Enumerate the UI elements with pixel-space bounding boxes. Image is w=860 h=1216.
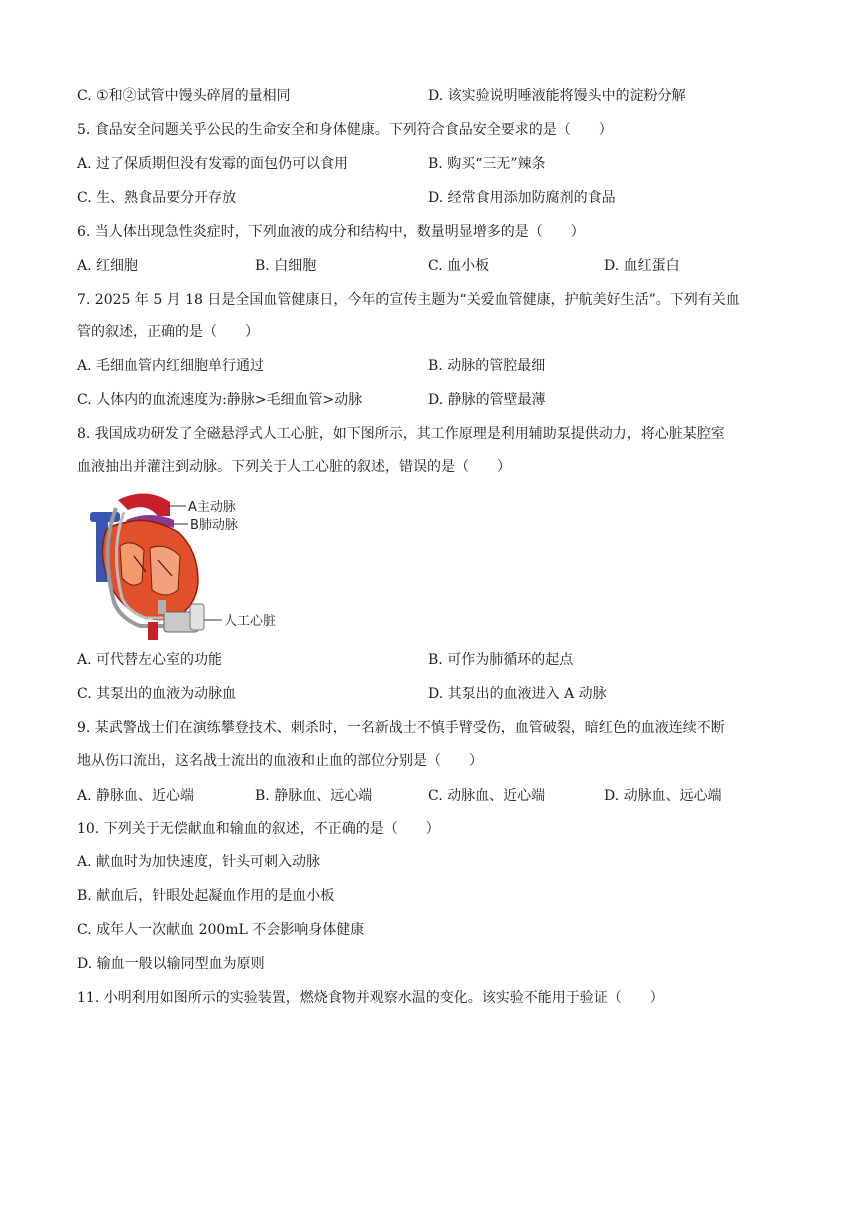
q6-option-d: D. 血红蛋白: [604, 258, 680, 274]
label-aorta: A主动脉: [188, 500, 236, 515]
q7-stem-line1: 7. 2025 年 5 月 18 日是全国血管健康日，今年的宣传主题为“关爱血管健康，护航美好生活”。下列有关血: [77, 292, 740, 308]
q10-option-a: A. 献血时为加快速度，针头可刺入动脉: [77, 854, 321, 870]
q9-stem-line2: 地从伤口流出，这名战士流出的血液和止血的部位分别是（ ）: [77, 753, 483, 769]
q8-option-b: B. 可作为肺循环的起点: [428, 652, 574, 668]
q5-option-a: A. 过了保质期但没有发霉的面包仍可以食用: [77, 156, 349, 172]
q7-option-a: A. 毛细血管内红细胞单行通过: [77, 358, 265, 374]
aorta-arch-shape: [118, 493, 170, 516]
q7-stem-line2: 管的叙述，正确的是（ ）: [77, 324, 259, 340]
q10-option-b: B. 献血后，针眼处起凝血作用的是血小板: [77, 888, 335, 904]
q10-stem: 10. 下列关于无偿献血和输血的叙述，不正确的是（ ）: [77, 821, 440, 837]
label-pulmonary-artery: B肺动脉: [190, 518, 238, 533]
q5-stem: 5. 食品安全问题关乎公民的生命安全和身体健康。下列符合食品安全要求的是（ ）: [77, 122, 613, 138]
q4-option-d: D. 该实验说明唾液能将馒头中的淀粉分解: [428, 88, 686, 104]
q9-option-a: A. 静脉血、近心端: [77, 788, 195, 804]
q5-option-c: C. 生、熟食品要分开存放: [77, 190, 237, 206]
q9-option-c: C. 动脉血、近心端: [428, 788, 546, 804]
pump-connector-shape: [158, 600, 166, 614]
q8-option-d: D. 其泵出的血液进入 A 动脉: [428, 686, 607, 702]
q9-stem-line1: 9. 某武警战士们在演练攀登技术、刺杀时，一名新战士不慎手臂受伤，血管破裂，暗红色的血液连续不断: [77, 720, 725, 736]
q6-option-c: C. 血小板: [428, 258, 490, 274]
artificial-heart-figure: [88, 490, 288, 640]
q4-option-c: C. ①和②试管中馒头碎屑的量相同: [77, 88, 291, 104]
q5-option-d: D. 经常食用添加防腐剂的食品: [428, 190, 616, 206]
q5-option-b: B. 购买“三无”辣条: [428, 156, 546, 172]
q8-option-a: A. 可代替左心室的功能: [77, 652, 223, 668]
q6-option-b: B. 白细胞: [255, 258, 317, 274]
q6-stem: 6. 当人体出现急性炎症时，下列血液的成分和结构中，数量明显增多的是（ ）: [77, 224, 585, 240]
q7-option-b: B. 动脉的管腔最细: [428, 358, 546, 374]
q10-option-d: D. 输血一般以输同型血为原则: [77, 956, 265, 972]
q7-option-d: D. 静脉的管壁最薄: [428, 392, 546, 408]
q7-option-c: C. 人体内的血流速度为:静脉>毛细血管>动脉: [77, 392, 363, 408]
q6-option-a: A. 红细胞: [77, 258, 139, 274]
q8-option-c: C. 其泵出的血液为动脉血: [77, 686, 237, 702]
q8-stem-line2: 血液抽出并灌注到动脉。下列关于人工心脏的叙述，错误的是（ ）: [77, 459, 511, 475]
q11-stem: 11. 小明利用如图所示的实验装置，燃烧食物并观察水温的变化。该实验不能用于验证（ ）: [77, 990, 664, 1006]
q8-stem-line1: 8. 我国成功研发了全磁悬浮式人工心脏，如下图所示，其工作原理是利用辅助泵提供动力，将心脏某腔室: [77, 426, 725, 442]
artificial-heart-diagram: [88, 490, 288, 640]
q9-option-b: B. 静脉血、远心端: [255, 788, 373, 804]
heart-chamber-right-shape: [150, 546, 180, 595]
label-artificial-heart: 人工心脏: [224, 614, 277, 629]
q9-option-d: D. 动脉血、远心端: [604, 788, 722, 804]
q10-option-c: C. 成年人一次献血 200mL 不会影响身体健康: [77, 922, 365, 938]
descending-vessel-shape: [148, 622, 158, 640]
pump-cap-shape: [190, 604, 204, 630]
